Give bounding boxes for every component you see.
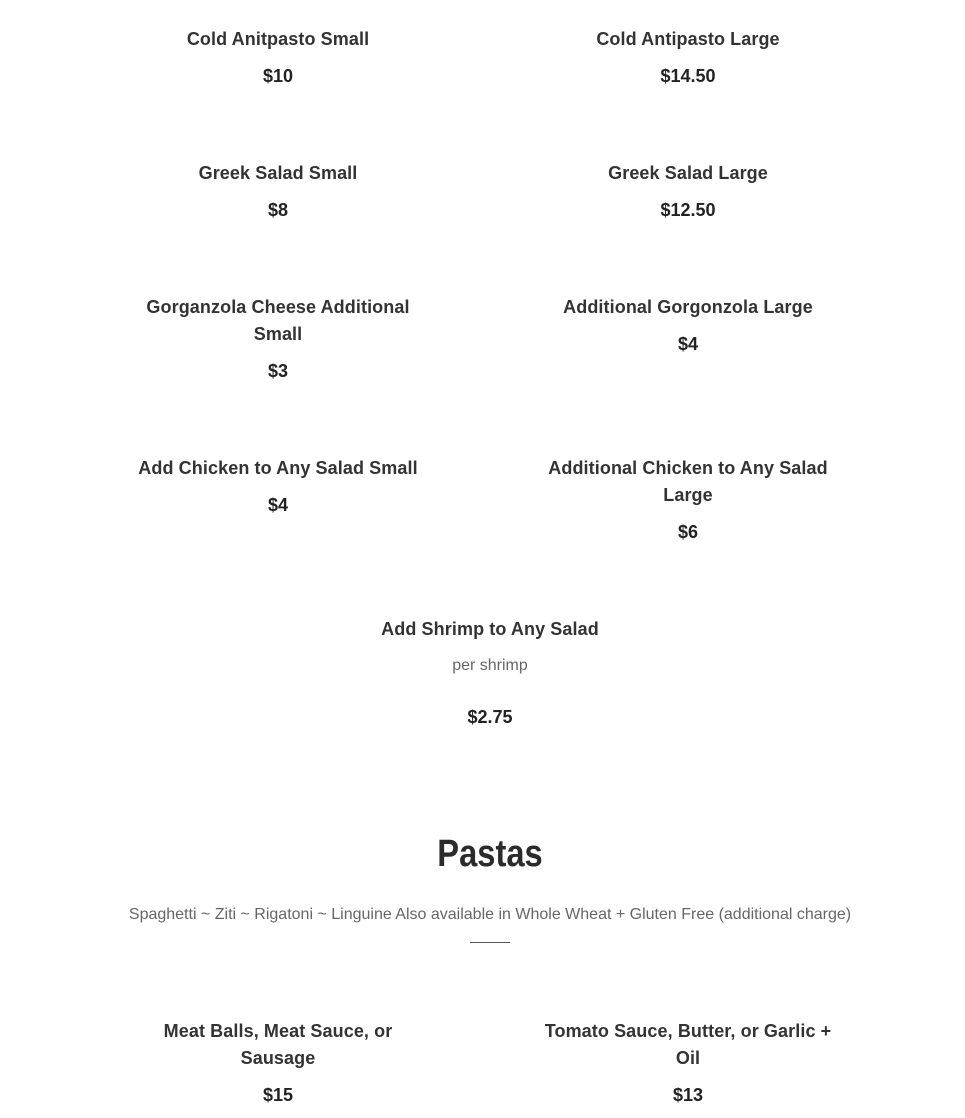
item-name: Tomato Sauce, Butter, or Garlic + Oil <box>544 1021 832 1068</box>
item-price: $4 <box>677 334 699 354</box>
item-name: Additional Gorgonzola Large <box>563 297 813 317</box>
menu-item <box>538 26 838 87</box>
item-name: Additional Chicken to Any Salad Large <box>548 458 828 505</box>
section-divider <box>470 942 510 943</box>
menu-item <box>128 1018 428 1106</box>
section-description: Spaghetti ~ Ziti ~ Rigatoni ~ Linguine Also available in Whole Wheat + Gluten Free (additional charge) <box>128 906 852 923</box>
menu-item <box>538 294 838 355</box>
item-price: $13 <box>672 1085 704 1105</box>
item-price: $4 <box>267 495 289 515</box>
item-price: $10 <box>262 66 294 86</box>
item-name: Gorganzola Cheese Additional Small <box>146 297 410 344</box>
menu-item <box>138 294 418 382</box>
menu-item <box>538 1018 838 1106</box>
item-name: Cold Anitpasto Small <box>186 29 370 49</box>
menu-item <box>128 26 428 87</box>
item-price: $8 <box>267 200 289 220</box>
item-name: Greek Salad Small <box>198 163 358 183</box>
item-price: $14.50 <box>660 66 716 86</box>
menu-item <box>290 616 690 728</box>
item-name: Cold Antipasto Large <box>596 29 780 49</box>
item-name: Add Shrimp to Any Salad <box>381 619 599 639</box>
item-price: $6 <box>677 522 699 542</box>
item-price: $12.50 <box>660 200 716 220</box>
menu-item <box>538 160 838 221</box>
item-name: Add Chicken to Any Salad Small <box>138 458 418 478</box>
menu-item <box>538 455 838 543</box>
section-title: Pastas <box>437 833 543 875</box>
item-description: per shrimp <box>452 657 528 674</box>
item-name: Meat Balls, Meat Sauce, or Sausage <box>163 1021 393 1068</box>
item-price: $3 <box>267 361 289 381</box>
menu-item <box>128 160 428 221</box>
item-price: $2.75 <box>467 707 513 727</box>
item-name: Greek Salad Large <box>608 163 768 183</box>
item-price: $15 <box>262 1085 294 1105</box>
menu-item <box>128 455 428 516</box>
